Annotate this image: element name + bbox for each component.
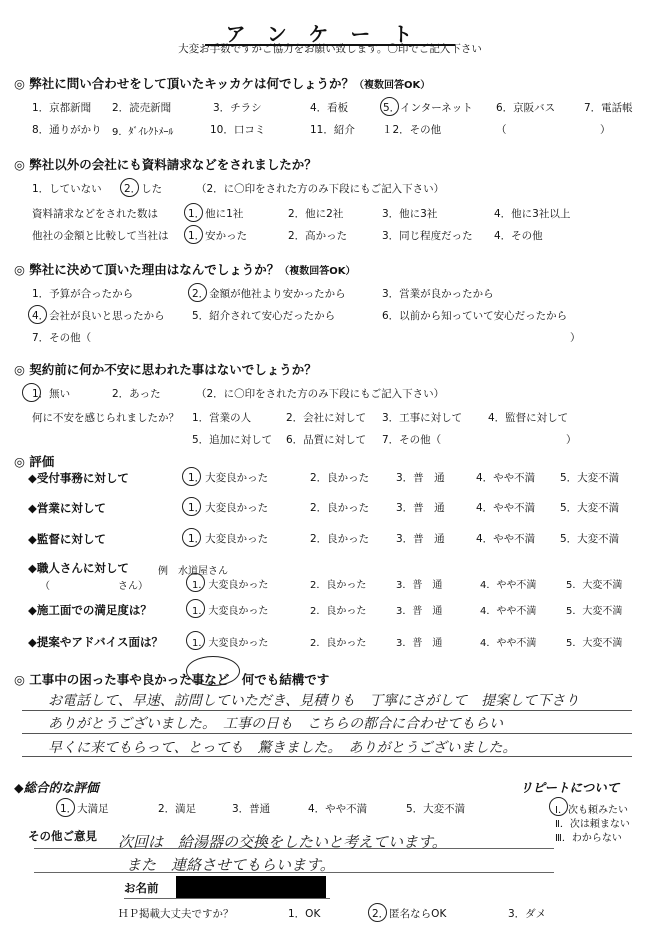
comment-rule-1 [22,710,632,711]
eval-row-2-opt-5[interactable]: 5．大変不満 [560,502,620,514]
q2-price-2[interactable]: 2．高かった [288,230,348,242]
hp-opt-1[interactable]: 1．OK [288,908,321,920]
q1-opt-6[interactable]: 6．京阪バス [496,102,556,114]
comment-rule-2 [22,733,632,734]
q4-blank-close: ） [566,434,577,446]
selection-circle [186,631,205,650]
eval-label: ◎ 評価 [14,454,55,469]
eval-row-3-opt-3[interactable]: 3．普 通 [396,533,445,545]
overall-opt-5[interactable]: 5．大変不満 [406,803,466,815]
eval-row-3-opt-5[interactable]: 5．大変不満 [560,533,620,545]
repeat-opt-1[interactable]: Ⅰ．次も頼みたい [555,805,628,816]
q4-note: （2．に〇印をされた方のみ下段にもご記入下さい） [196,388,445,400]
q3-opt-2[interactable]: 2．金額が他社より安かったから [192,288,346,300]
eval-row-1-opt-3[interactable]: 3．普 通 [396,472,445,484]
comment-label: ◎ 工事中の困った事や良かった事など 何でも結構です [14,672,330,687]
selection-circle [184,225,203,244]
q3-opt-6[interactable]: 6．以前から知っていて安心だったから [382,310,568,322]
other-line-1: 次回は 給湯器の交換をしたいと考えています。 [118,833,447,851]
craftsman-blank-close: さん） [118,581,148,592]
eval-row-2-opt-1[interactable]: 1．大変良かった [188,502,269,514]
q2-opt-1[interactable]: 1．していない [32,183,102,195]
eval-row-4-opt-5[interactable]: 5．大変不満 [566,580,623,591]
craftsman-blank-open: （ [40,581,50,592]
q3-opt-1[interactable]: 1．予算が合ったから [32,288,134,300]
craftsman-example: 例 水道屋さん [158,566,228,577]
eval-row-2-opt-3[interactable]: 3．普 通 [396,502,445,514]
repeat-label: リピートについて [520,780,620,795]
selection-circle [22,383,41,402]
eval-row-5-opt-2[interactable]: 2．良かった [310,606,367,617]
selection-circle [184,203,203,222]
hp-opt-3[interactable]: 3．ダメ [508,908,547,920]
eval-row-4-opt-2[interactable]: 2．良かった [310,580,367,591]
eval-row-3-opt-1[interactable]: 1．大変良かった [188,533,269,545]
q1-blank-close: ） [600,124,611,136]
q1-label: ◎ 弊社に問い合わせをして頂いたキッカケは何でしょうか？（複数回答OK） [14,76,431,91]
overall-opt-1[interactable]: 1．大満足 [60,803,109,815]
eval-row-4-opt-4[interactable]: 4．やや不満 [480,580,537,591]
q4-label: ◎ 契約前に何か不安に思われた事はないでしょうか？ [14,362,317,377]
other-label: その他ご意見 [28,829,97,843]
q2-count-4[interactable]: 4．他に3社以上 [494,208,571,220]
eval-row-6-opt-4[interactable]: 4．やや不満 [480,638,537,649]
eval-row-2-opt-4[interactable]: 4．やや不満 [476,502,536,514]
q2-count-1[interactable]: 1．他に1社 [188,208,244,220]
eval-item-construction: ◆施工面での満足度は？ [28,603,152,617]
q2-label: ◎ 弊社以外の会社にも資料請求などをされましたか？ [14,157,317,172]
eval-row-5-opt-4[interactable]: 4．やや不満 [480,606,537,617]
page-subtitle: 大変お手数ですがご協力をお願い致します。〇印でご記入下さい [178,43,482,55]
q3-opt-5[interactable]: 5．紹介されて安心だったから [192,310,336,322]
eval-row-5-opt-5[interactable]: 5．大変不満 [566,606,623,617]
eval-item-reception: ◆受付事務に対して [28,471,129,485]
page-title: アンケート [225,22,435,46]
eval-row-1-opt-2[interactable]: 2．良かった [310,472,370,484]
eval-row-4-opt-3[interactable]: 3．普 通 [396,580,443,591]
repeat-opt-3[interactable]: Ⅲ．わからない [555,833,622,844]
eval-item-craftsman: ◆職人さんに対して [28,561,129,575]
overall-opt-4[interactable]: 4．やや不満 [308,803,368,815]
selection-circle [549,797,568,816]
q3-blank-close: ） [570,332,581,344]
q4-opt-1[interactable]: 1．無い [32,388,71,400]
eval-row-6-opt-2[interactable]: 2．良かった [310,638,367,649]
eval-row-6-opt-1[interactable]: 1．大変良かった [192,638,269,649]
comment-line-2: ありがとうございました。 工事の日も こちらの都合に合わせてもらい [48,716,503,732]
eval-row-5-opt-3[interactable]: 3．普 通 [396,606,443,617]
q1-opt-8[interactable]: 8．通りがかり [32,124,102,136]
repeat-opt-2[interactable]: Ⅱ．次は頼まない [555,819,630,830]
q1-opt-9[interactable]: 9．ﾀﾞｲﾚｸﾄﾒｰﾙ [112,127,174,138]
q4-concern-3[interactable]: 3．工事に対して [382,412,463,424]
eval-item-supervisor: ◆監督に対して [28,532,106,546]
selection-circle [186,656,240,686]
eval-row-6-opt-3[interactable]: 3．普 通 [396,638,443,649]
q2-price-1[interactable]: 1．安かった [188,230,248,242]
q3-label: ◎ 弊社に決めて頂いた理由はなんでしょうか？（複数回答OK） [14,262,356,277]
eval-row-5-opt-1[interactable]: 1．大変良かった [192,606,269,617]
q1-opt-1[interactable]: 1．京都新聞 [32,102,92,114]
q4-concern-label: 何に不安を感じられましたか？ [32,412,179,424]
eval-row-3-opt-2[interactable]: 2．良かった [310,533,370,545]
q1-opt-2[interactable]: 2．読売新聞 [112,102,172,114]
eval-row-1-opt-1[interactable]: 1．大変良かった [188,472,269,484]
name-redaction [176,876,326,898]
q1-blank-open: （ [496,124,507,136]
q4-concern-6[interactable]: 6．品質に対して [286,434,367,446]
q2-opt-2[interactable]: 2．した [124,183,163,195]
overall-opt-3[interactable]: 3．普通 [232,803,271,815]
name-label: お名前 [124,881,159,895]
selection-circle [120,178,139,197]
eval-item-sales: ◆営業に対して [28,501,106,515]
q4-concern-7[interactable]: 7．その他（ [382,434,442,446]
comment-line-1: お電話して、早速、訪問していただき、見積りも 丁寧にさがして 提案して下さり [48,693,580,709]
q3-opt-3[interactable]: 3．営業が良かったから [382,288,494,300]
selection-circle [182,497,201,516]
selection-circle [368,903,387,922]
q1-opt-7[interactable]: 7．電話帳 [584,102,633,114]
eval-row-1-opt-4[interactable]: 4．やや不満 [476,472,536,484]
q1-opt-3[interactable]: 3．チラシ [213,102,262,114]
selection-circle [56,798,75,817]
q2-price-label: 他社の金額と比較して当社は [32,230,169,242]
q4-concern-5[interactable]: 5．追加に対して [192,434,273,446]
eval-row-4-opt-1[interactable]: 1．大変良かった [192,580,269,591]
q4-concern-2[interactable]: 2．会社に対して [286,412,367,424]
hp-label: ＨＰ掲載大丈夫ですか？ [118,908,234,920]
overall-label: ◆総合的な評価 [14,780,99,795]
overall-opt-2[interactable]: 2．満足 [158,803,197,815]
name-rule [124,898,330,899]
q1-opt-12[interactable]: １2．その他 [382,124,442,136]
q1-opt-4[interactable]: 4．看板 [310,102,349,114]
selection-circle [380,97,399,116]
comment-line-3: 早くに来てもらって、とっても 驚きました。 ありがとうございました。 [48,740,517,756]
q1-opt-10[interactable]: 10．口コミ [210,124,266,136]
q2-count-3[interactable]: 3．他に3社 [382,208,438,220]
hp-opt-2[interactable]: 2．匿名ならOK [372,908,447,920]
selection-circle [182,528,201,547]
eval-row-2-opt-2[interactable]: 2．良かった [310,502,370,514]
selection-circle [182,467,201,486]
q2-price-3[interactable]: 3．同じ程度だった [382,230,473,242]
selection-circle [186,599,205,618]
q2-count-2[interactable]: 2．他に2社 [288,208,344,220]
selection-circle [188,283,207,302]
q1-opt-11[interactable]: 11．紹介 [310,124,355,136]
q3-opt-7[interactable]: 7．その他（ [32,332,92,344]
q1-opt-5[interactable]: 5．インターネット [383,102,473,114]
q2-price-4[interactable]: 4．その他 [494,230,543,242]
selection-circle [186,573,205,592]
eval-row-3-opt-4[interactable]: 4．やや不満 [476,533,536,545]
q3-opt-4[interactable]: 4．会社が良いと思ったから [32,310,165,322]
q4-concern-4[interactable]: 4．監督に対して [488,412,569,424]
other-line-2: また 連絡させてもらいます。 [126,856,335,874]
eval-item-proposal: ◆提案やアドバイス面は？ [28,635,163,649]
selection-circle [28,305,47,324]
eval-row-1-opt-5[interactable]: 5．大変不満 [560,472,620,484]
q2-count-label: 資料請求などをされた数は [32,208,158,220]
eval-row-6-opt-5[interactable]: 5．大変不満 [566,638,623,649]
q4-concern-1[interactable]: 1．営業の人 [192,412,252,424]
q2-note: （2．に〇印をされた方のみ下段にもご記入下さい） [196,183,445,195]
q4-opt-2[interactable]: 2．あった [112,388,161,400]
